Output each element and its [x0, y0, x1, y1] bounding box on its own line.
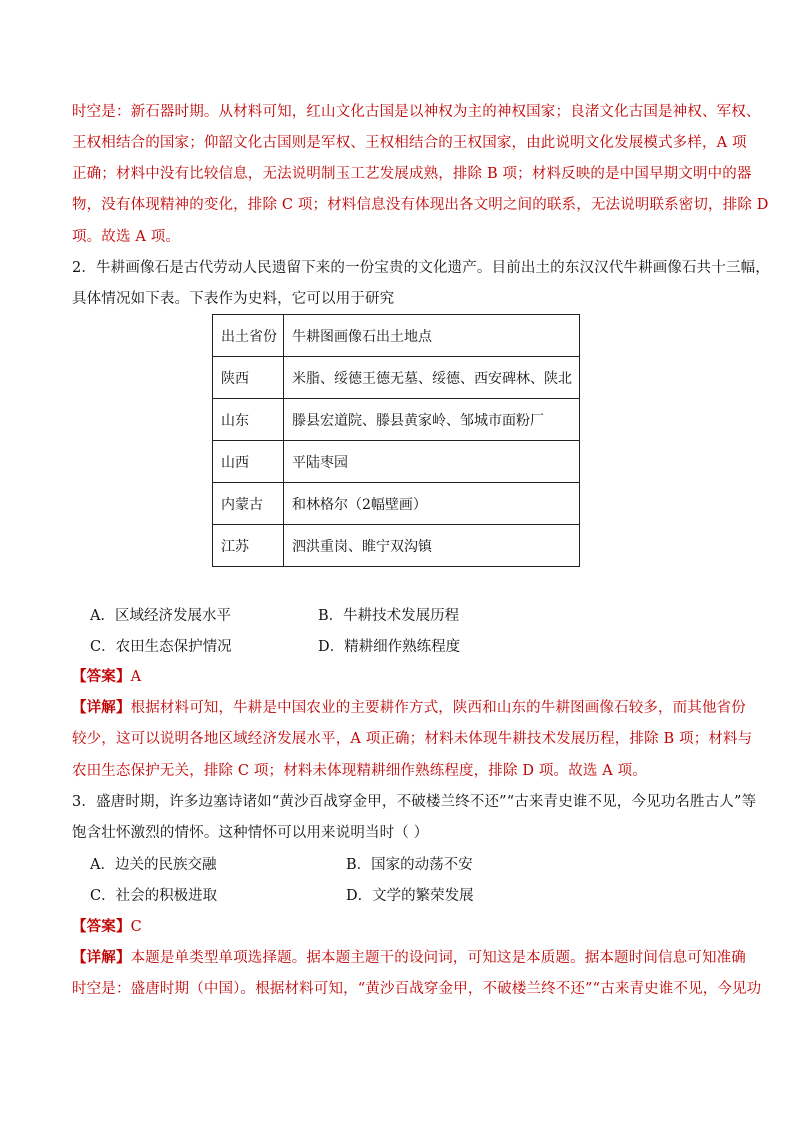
q1-detail-line-4: 物，没有体现精神的变化，排除 C 项；材料信息没有体现出各文明之间的联系，无法说明联系密切，排除 D [72, 197, 769, 213]
q3-option-b: B．国家的动荡不安 [346, 857, 473, 873]
table-cell-province: 山西 [213, 441, 284, 483]
table-row [213, 525, 580, 567]
q1-detail-line-3: 正确；材料中没有比较信息，无法说明制玉工艺发展成熟，排除 B 项；材料反映的是中国早期文明中的器 [72, 166, 752, 182]
q3-answer [72, 917, 732, 937]
q3-stem-line-1: 3．盛唐时期，许多边塞诗诸如“黄沙百战穿金甲，不破楼兰终不还”“古来青史谁不见，今见功名胜古人”等 [72, 794, 757, 810]
q3-detail-line-2: 时空是：盛唐时期（中国）。根据材料可知，“黄沙百战穿金甲，不破楼兰终不还”“古来青史谁不见，今见功 [72, 981, 762, 997]
q2-detail-line-2: 较少，这可以说明各地区域经济发展水平，A 项正确；材料未体现牛耕技术发展历程，排除 B 项；材料与 [72, 731, 753, 747]
table-cell-province: 山东 [213, 399, 284, 441]
table-row [213, 399, 580, 441]
answer-tag: 【答案】 [72, 918, 131, 935]
q3-option-c: C．社会的积极进取 [90, 888, 218, 904]
q2-stem-line-2: 具体情况如下表。下表作为史料，它可以用于研究 [72, 291, 395, 307]
table-header-cell: 出土省份 [213, 315, 284, 357]
table-row [213, 441, 580, 483]
q2-option-c: C．农田生态保护情况 [90, 639, 232, 655]
q3-stem-line-2: 饱含壮怀激烈的情怀。这种情怀可以用来说明当时（ ） [72, 825, 429, 841]
table-cell-location: 滕县宏道院、滕县黄家岭、邹城市面粉厂 [284, 399, 580, 441]
detail-tag: 【详解】 [72, 699, 131, 716]
q2-option-a: A．区域经济发展水平 [90, 608, 231, 624]
q2-option-d: D．精耕细作熟练程度 [318, 639, 461, 655]
detail-text: 根据材料可知，牛耕是中国农业的主要耕作方式，陕西和山东的牛耕图画像石较多，而其他省份 [130, 700, 746, 716]
q3-detail-line-1 [72, 948, 746, 968]
q2-stem-line-1: 2．牛耕画像石是古代劳动人民遗留下来的一份宝贵的文化遗产。目前出土的东汉汉代牛耕画像石共十三幅， [72, 260, 770, 276]
table-header-cell: 牛耕图画像石出土地点 [284, 315, 580, 357]
q2-option-b: B．牛耕技术发展历程 [318, 608, 460, 624]
q2-data-table [212, 314, 580, 567]
table-cell-location: 泗洪重岗、睢宁双沟镇 [284, 525, 580, 567]
q3-option-a: A．边关的民族交融 [90, 857, 217, 873]
q1-detail-line-5: 项。故选 A 项。 [72, 229, 181, 245]
table-cell-location: 和林格尔（2幅壁画） [284, 483, 580, 525]
table-header-row [213, 315, 580, 357]
answer-tag: 【答案】 [72, 668, 131, 685]
table-cell-location: 平陆枣园 [284, 441, 580, 483]
q2-detail-line-3: 农田生态保护无关，排除 C 项；材料未体现精耕细作熟练程度，排除 D 项。故选 A 项。 [72, 763, 647, 779]
answer-value: C [130, 919, 142, 935]
answer-value: A [130, 669, 142, 685]
table-row [213, 357, 580, 399]
table-row [213, 483, 580, 525]
table-cell-location: 米脂、绥德王德无墓、绥德、西安碑林、陕北 [284, 357, 580, 399]
detail-tag: 【详解】 [72, 949, 131, 966]
table-cell-province: 陕西 [213, 357, 284, 399]
q1-detail-line-2: 王权相结合的国家；仰韶文化古国则是军权、王权相结合的王权国家，由此说明文化发展模式多样，A 项 [72, 135, 747, 151]
q2-detail-line-1 [72, 698, 746, 718]
table-cell-province: 内蒙古 [213, 483, 284, 525]
detail-text: 本题是单类型单项选择题。据本题主题干的设问词，可知这是本质题。据本题时间信息可知准确 [130, 950, 746, 966]
table-cell-province: 江苏 [213, 525, 284, 567]
q3-option-d: D．文学的繁荣发展 [346, 888, 474, 904]
q2-answer [72, 667, 732, 687]
q1-detail-line-1: 时空是：新石器时期。从材料可知，红山文化古国是以神权为主的神权国家；良渚文化古国是神权、军权、 [72, 104, 761, 120]
